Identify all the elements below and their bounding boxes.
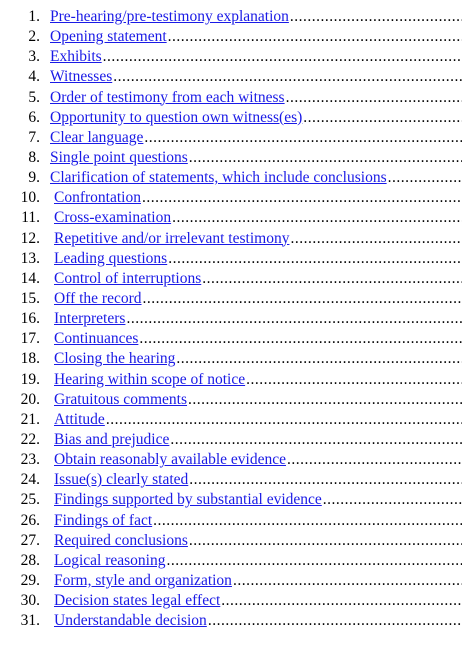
toc-entry-number: 12. [20, 229, 40, 247]
toc-entry-23 [0, 450, 462, 470]
toc-entry-2 [0, 27, 462, 47]
toc-entry-number: 23. [20, 451, 40, 469]
toc-entry-22 [0, 430, 462, 450]
toc-entry-number: 4. [28, 68, 40, 86]
toc-entry-body [50, 27, 462, 47]
toc-entry-link[interactable]: Decision states legal effect [54, 592, 221, 610]
toc-entry-link[interactable]: Findings supported by substantial evidence [54, 491, 322, 509]
toc-entry-number: 19. [20, 370, 40, 388]
toc-entry-number: 26. [20, 511, 40, 529]
toc-entry-number: 5. [28, 88, 40, 106]
toc-entry-body [54, 370, 462, 390]
toc-entry-number: 14. [20, 269, 40, 287]
toc-entry-number: 30. [20, 592, 40, 610]
toc-entry-body [54, 470, 462, 490]
toc-entry-body [54, 531, 462, 551]
toc-entry-body [54, 430, 462, 450]
toc-entry-link[interactable]: Opening statement [50, 28, 167, 46]
dot-leader [106, 410, 462, 430]
toc-entry-number: 24. [20, 471, 40, 489]
toc-entry-7 [0, 128, 462, 148]
toc-entry-number: 27. [20, 531, 40, 549]
toc-entry-number: 9. [28, 169, 40, 187]
toc-entry-link[interactable]: Pre-hearing/pre-testimony explanation [50, 8, 289, 25]
toc-entry-number: 1. [28, 8, 40, 25]
toc-entry-body [50, 67, 462, 87]
toc-entry-number: 28. [20, 551, 40, 569]
dot-leader [126, 309, 462, 329]
toc-entry-number: 22. [20, 430, 40, 448]
toc-entry-body [54, 511, 462, 531]
toc-entry-link[interactable]: Attitude [54, 410, 105, 428]
toc-entry-link[interactable]: Interpreters [54, 310, 126, 328]
dot-leader [303, 108, 462, 128]
toc-entry-link[interactable]: Clarification of statements, which include conclusions [50, 169, 387, 187]
toc-entry-number: 17. [20, 330, 40, 348]
toc-entry-18 [0, 349, 462, 369]
toc-entry-link[interactable]: Opportunity to question own witness(es) [50, 108, 303, 126]
dot-leader [113, 67, 462, 87]
toc-entry-number: 21. [20, 410, 40, 428]
toc-entry-15 [0, 289, 462, 309]
toc-entry-29 [0, 571, 462, 591]
toc-entry-body [54, 309, 462, 329]
toc-entry-body [54, 249, 462, 269]
toc-entry-number: 25. [20, 491, 40, 509]
toc-entry-14 [0, 269, 462, 289]
toc-entry-link[interactable]: Witnesses [50, 68, 113, 86]
toc-entry-link[interactable]: Exhibits [50, 48, 102, 66]
toc-entry-24 [0, 470, 462, 490]
toc-entry-16 [0, 309, 462, 329]
dot-leader [143, 289, 462, 309]
toc-entry-link[interactable]: Continuances [54, 330, 139, 348]
toc-entry-body [54, 349, 462, 369]
dot-leader [176, 349, 462, 369]
toc-entry-body [54, 450, 462, 470]
toc-entry-number: 7. [28, 128, 40, 146]
dot-leader [323, 490, 462, 510]
toc-entry-link[interactable]: Order of testimony from each witness [50, 88, 285, 106]
toc-entry-link[interactable]: Required conclusions [54, 531, 188, 549]
toc-entry-number: 31. [20, 612, 40, 630]
dot-leader [287, 450, 462, 470]
toc-entry-31 [0, 611, 462, 631]
dot-leader [144, 128, 462, 148]
toc-entry-number: 2. [28, 28, 40, 46]
toc-entry-body [54, 329, 462, 349]
toc-entry-link[interactable]: Findings of fact [54, 511, 153, 529]
dot-leader [153, 511, 462, 531]
dot-leader [246, 370, 462, 390]
dot-leader [286, 88, 462, 108]
toc-entry-9 [0, 168, 462, 188]
toc-entry-body [54, 551, 462, 571]
toc-entry-number: 15. [20, 289, 40, 307]
toc-entry-21 [0, 410, 462, 430]
toc-entry-number: 8. [28, 148, 40, 166]
toc-entry-25 [0, 490, 462, 510]
dot-leader [168, 249, 462, 269]
toc-entry-link[interactable]: Bias and prejudice [54, 430, 170, 448]
toc-entry-4 [0, 67, 462, 87]
toc-entry-body [50, 88, 462, 108]
toc-entry-26 [0, 511, 462, 531]
toc-entry-link[interactable]: Confrontation [54, 189, 141, 207]
toc-entry-13 [0, 249, 462, 269]
toc-entry-body [54, 188, 462, 208]
toc-entry-10 [0, 188, 462, 208]
toc-entry-link[interactable]: Hearing within scope of notice [54, 370, 246, 388]
dot-leader [208, 611, 462, 631]
toc-entry-body [54, 571, 462, 591]
toc-entry-body [50, 7, 462, 27]
toc-entry-8 [0, 148, 462, 168]
dot-leader [188, 390, 462, 410]
toc-entry-body [54, 611, 462, 631]
toc-entry-number: 16. [20, 310, 40, 328]
toc-entry-27 [0, 531, 462, 551]
dot-leader [189, 531, 462, 551]
toc-entry-body [50, 148, 462, 168]
dot-leader [189, 470, 462, 490]
toc-entry-link[interactable]: Understandable decision [54, 612, 207, 630]
dot-leader [168, 27, 462, 47]
dot-leader [142, 188, 462, 208]
toc-entry-body [50, 168, 462, 188]
toc-entry-28 [0, 551, 462, 571]
toc-entry-body [54, 269, 462, 289]
toc-entry-20 [0, 390, 462, 410]
toc-entry-body [54, 490, 462, 510]
toc-entry-link[interactable]: Repetitive and/or irrelevant testimony [54, 229, 290, 247]
toc-entry-number: 29. [20, 571, 40, 589]
dot-leader [388, 168, 462, 188]
dot-leader [103, 47, 462, 67]
toc-entry-number: 10. [20, 189, 40, 207]
dot-leader [166, 551, 462, 571]
toc-entry-1 [0, 7, 462, 27]
toc-entry-link[interactable]: Clear language [50, 128, 144, 146]
dot-leader [290, 229, 462, 249]
toc-entry-17 [0, 329, 462, 349]
dot-leader [233, 571, 462, 591]
toc-entry-link[interactable]: Off the record [54, 289, 142, 307]
dot-leader [139, 329, 462, 349]
dot-leader [290, 7, 462, 27]
toc-entry-3 [0, 47, 462, 67]
toc-entry-6 [0, 108, 462, 128]
toc-entry-body [54, 591, 462, 611]
toc-entry-link[interactable]: Gratuitous comments [54, 390, 188, 408]
dot-leader [170, 430, 462, 450]
toc-entry-11 [0, 208, 462, 228]
toc-entry-number: 6. [28, 108, 40, 126]
toc-entry-5 [0, 88, 462, 108]
toc-entry-19 [0, 370, 462, 390]
toc-entry-body [50, 128, 462, 148]
toc-entry-body [54, 289, 462, 309]
dot-leader [172, 208, 462, 228]
dot-leader [189, 148, 462, 168]
toc-entry-number: 3. [28, 48, 40, 66]
table-of-contents [0, 7, 462, 631]
dot-leader [221, 591, 462, 611]
toc-entry-number: 13. [20, 249, 40, 267]
toc-entry-number: 20. [20, 390, 40, 408]
toc-entry-number: 18. [20, 350, 40, 368]
toc-entry-link[interactable]: Control of interruptions [54, 269, 202, 287]
toc-entry-12 [0, 229, 462, 249]
toc-entry-body [54, 410, 462, 430]
toc-entry-link[interactable]: Obtain reasonably available evidence [54, 451, 286, 469]
toc-entry-body [50, 108, 462, 128]
toc-entry-link[interactable]: Issue(s) clearly stated [54, 471, 189, 489]
toc-entry-body [54, 208, 462, 228]
toc-entry-link[interactable]: Single point questions [50, 148, 188, 166]
toc-entry-body [54, 390, 462, 410]
toc-entry-body [50, 47, 462, 67]
toc-entry-number: 11. [21, 209, 40, 227]
toc-entry-link[interactable]: Leading questions [54, 249, 168, 267]
toc-entry-link[interactable]: Closing the hearing [54, 350, 176, 368]
toc-entry-link[interactable]: Cross-examination [54, 209, 172, 227]
toc-entry-30 [0, 591, 462, 611]
dot-leader [202, 269, 462, 289]
toc-entry-body [54, 229, 462, 249]
toc-entry-link[interactable]: Form, style and organization [54, 571, 232, 589]
toc-entry-link[interactable]: Logical reasoning [54, 551, 166, 569]
